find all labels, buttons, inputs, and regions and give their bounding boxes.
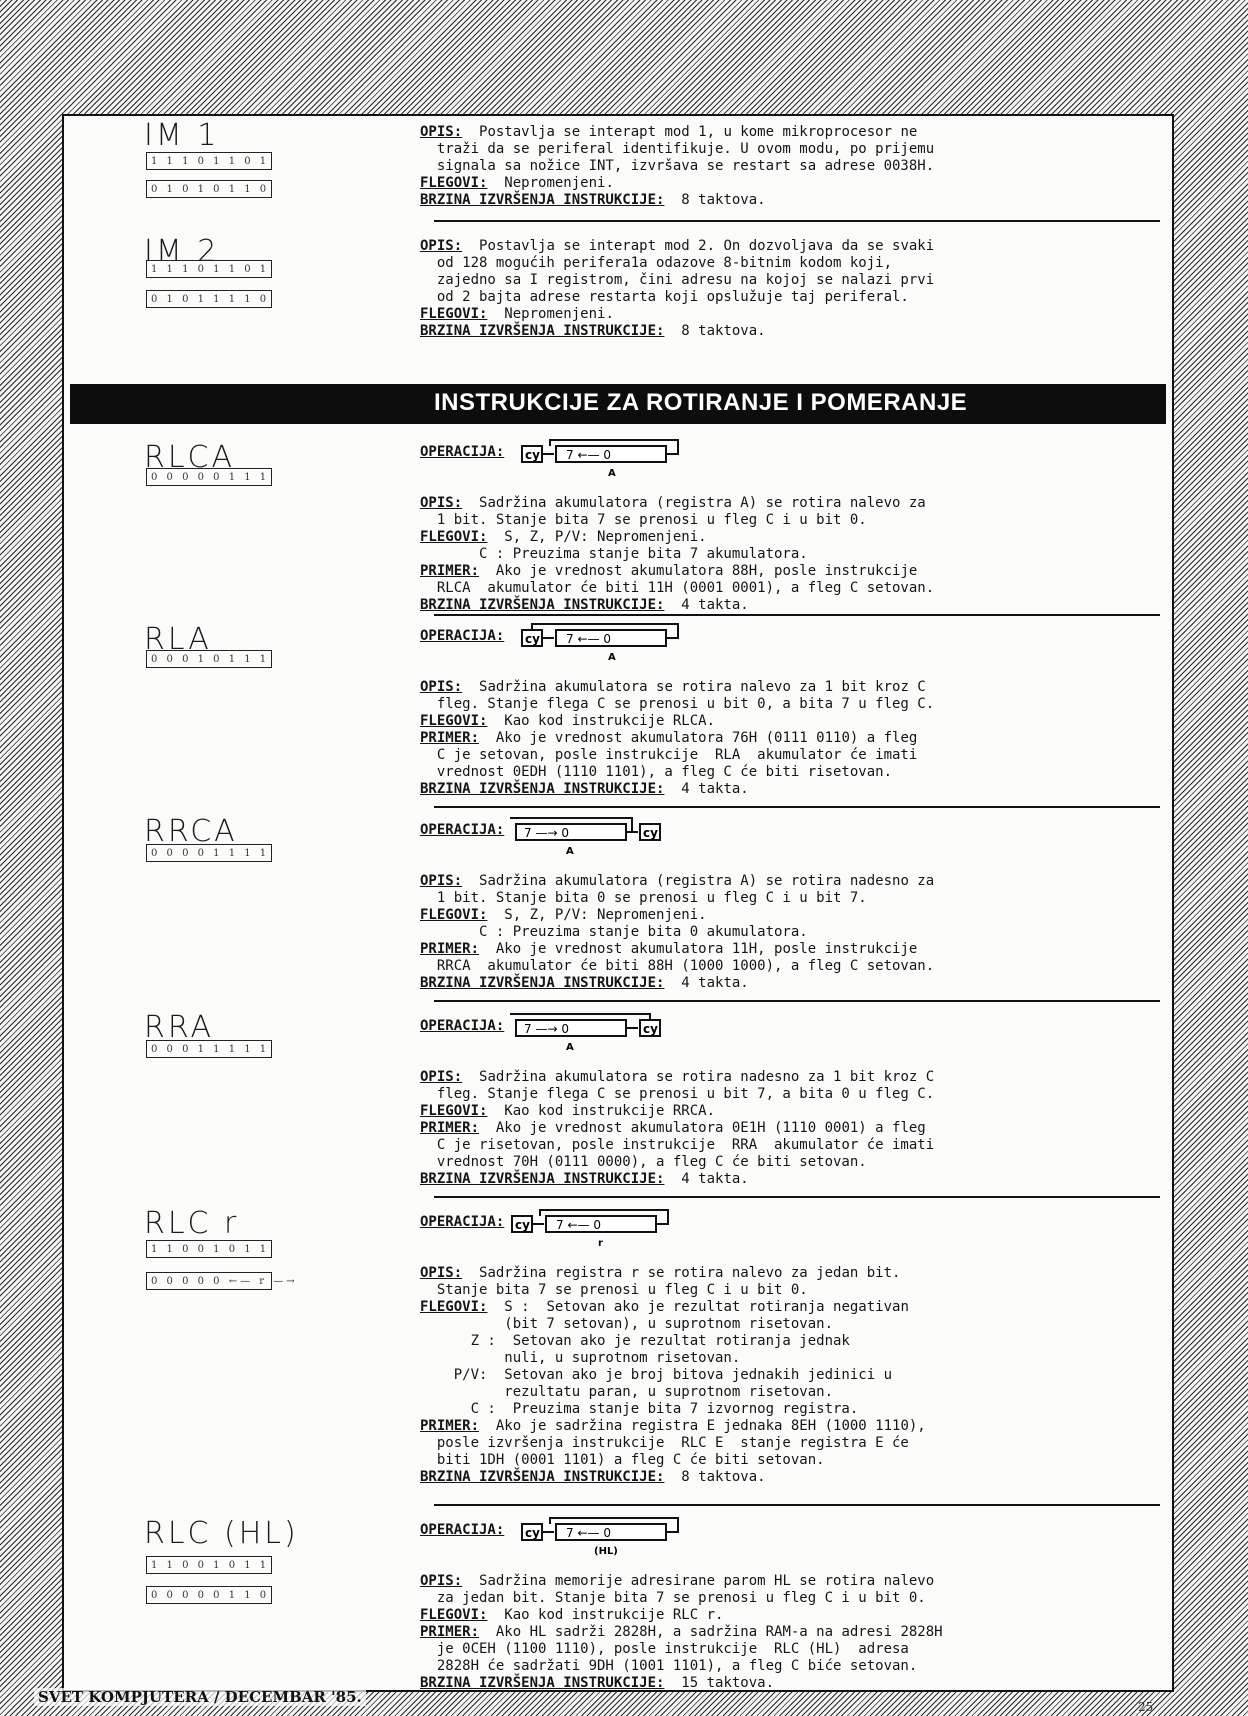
- mnemonic: RLC (HL): [144, 1516, 299, 1551]
- svg-text:cy: cy: [525, 1526, 540, 1540]
- svg-text:cy: cy: [643, 826, 658, 840]
- mnemonic: RRCA: [144, 814, 238, 849]
- section-title: INSTRUKCIJE ZA ROTIRANJE I POMERANJE: [434, 389, 968, 416]
- svg-text:7 ←— 0: 7 ←— 0: [556, 1218, 601, 1232]
- svg-text:7 —→ 0: 7 —→ 0: [524, 1022, 569, 1036]
- svg-text:A: A: [566, 846, 574, 857]
- svg-text:cy: cy: [525, 448, 540, 462]
- svg-text:r: r: [598, 1238, 603, 1249]
- divider: [434, 1196, 1160, 1198]
- description-block: OPERACIJA: OPIS: Sadržina memorije adresirane parom HL se rotira nalevo za jedan bit. Stanje bita 7 se prenosi u fleg C i u bit 0. FLEGOVI: Kao kod instrukcije RLC r. PRIMER: Ako HL sadrži 2828H, a sadržina RAM-a na adresi 2828H je 0CEH (1100 1110), posle instrukcije RLC (HL) adresa 2828H će sadržati 9DH (1001 1101), a fleg C biće setovan. BRZINA IZVRŠENJA INSTRUKCIJE: 15 taktova.: [420, 1522, 943, 1691]
- mnemonic: RLA: [144, 622, 212, 657]
- svg-text:7 ←— 0: 7 ←— 0: [566, 632, 611, 646]
- section-banner: [70, 384, 1166, 424]
- opcode-byte: 0 0 0 0 0 ←— r —→: [146, 1272, 272, 1290]
- opcode-byte: 0 0 0 1 1 1 1 1: [146, 1040, 272, 1058]
- rotate-right-through-carry-diagram: [514, 1010, 694, 1054]
- svg-text:cy: cy: [515, 1218, 530, 1232]
- description-block: OPERACIJA: OPIS: Sadržina akumulatora se rotira nadesno za 1 bit kroz C fleg. Stanje flega C se prenosi u bit 7, a bita 0 u fleg C. FLEGOVI: Kao kod instrukcije RRCA. PRIMER: Ako je vrednost akumulatora 0E1H (1110 0001) a fleg C je risetovan, posle instrukcije RRA akumulator će imati vrednost 70H (0111 0000), a fleg C će biti setovan. BRZINA IZVRŠENJA INSTRUKCIJE: 4 takta.: [420, 1018, 935, 1187]
- svg-text:cy: cy: [643, 1022, 658, 1036]
- description-block: OPIS: Postavlja se interapt mod 2. On dozvoljava da se svaki od 128 mogućih perifera1a odazove 8-bitnim kodom koji, zajedno sa I registrom, čini adresu na kojoj se nalazi prvi od 2 bajta adrese restarta koji opslužuje taj periferal. FLEGOVI: Nepromenjeni. BRZINA IZVRŠENJA INSTRUKCIJE: 8 taktova.: [420, 238, 935, 339]
- svg-text:A: A: [566, 1042, 574, 1053]
- divider: [434, 1504, 1160, 1506]
- opcode-byte: 1 1 0 0 1 0 1 1: [146, 1556, 272, 1574]
- svg-text:cy: cy: [525, 632, 540, 646]
- mnemonic: RLC r: [144, 1206, 240, 1241]
- divider: [434, 220, 1160, 222]
- rotate-left-through-carry-diagram: [520, 620, 700, 664]
- opcode-byte: 1 1 0 0 1 0 1 1: [146, 1240, 272, 1258]
- description-block: OPERACIJA: OPIS: Sadržina registra r se rotira nalevo za jedan bit. Stanje bita 7 se prenosi u fleg C i u bit 0. FLEGOVI: S : Setovan ako je rezultat rotiranja negativan (bit 7 setovan), u suprotnom risetovan. Z : Setovan ako je rezultat rotiranja jednak nuli, u suprotnom risetovan. P/V: Setovan ako je broj bitova jednakih jedinici u rezultatu paran, u suprotnom risetovan. C : Preuzima stanje bita 7 izvornog registra. PRIMER: Ako je sadržina registra E jednaka 8EH (1000 1110), posle izvršenja instrukcije RLC E stanje registra E će biti 1DH (0001 1101) a fleg C će biti setovan. BRZINA IZVRŠENJA INSTRUKCIJE: 8 taktova.: [420, 1214, 926, 1485]
- divider: [434, 614, 1160, 616]
- svg-text:7 —→ 0: 7 —→ 0: [524, 826, 569, 840]
- rotate-left-diagram: [520, 436, 700, 480]
- description-block: OPIS: Postavlja se interapt mod 1, u kome mikroprocesor ne traži da se periferal identifikuje. U ovom modu, po prijemu signala sa nožice INT, izvršava se restart sa adrese 0038H. FLEGOVI: Nepromenjeni. BRZINA IZVRŠENJA INSTRUKCIJE: 8 taktova.: [420, 124, 935, 208]
- opcode-byte: 0 0 0 0 0 1 1 0: [146, 1586, 272, 1604]
- rotate-right-diagram: [514, 814, 694, 858]
- divider: [434, 806, 1160, 808]
- rotate-left-memory-diagram: [520, 1514, 700, 1558]
- description-block: OPERACIJA: OPIS: Sadržina akumulatora (registra A) se rotira nalevo za 1 bit. Stanje bita 7 se prenosi u fleg C i u bit 0. FLEGOVI: S, Z, P/V: Nepromenjeni. C : Preuzima stanje bita 7 akumulatora. PRIMER: Ako je vrednost akumulatora 88H, posle instrukcije RLCA akumulator će biti 11H (0001 0001), a fleg C setovan. BRZINA IZVRŠENJA INSTRUKCIJE: 4 takta.: [420, 444, 935, 613]
- mnemonic: IM 1: [144, 118, 220, 153]
- opcode-byte: 0 0 0 0 0 1 1 1: [146, 468, 272, 486]
- opcode-byte: 1 1 1 0 1 1 0 1: [146, 152, 272, 170]
- svg-text:7 ←— 0: 7 ←— 0: [566, 1526, 611, 1540]
- description-block: OPERACIJA: OPIS: Sadržina akumulatora se rotira nalevo za 1 bit kroz C fleg. Stanje flega C se prenosi u bit 0, a bita 7 u fleg C. FLEGOVI: Kao kod instrukcije RLCA. PRIMER: Ako je vrednost akumulatora 76H (0111 0110) a fleg C je setovan, posle instrukcije RLA akumulator će imati vrednost 0EDH (1110 1101), a fleg C će biti risetovan. BRZINA IZVRŠENJA INSTRUKCIJE: 4 takta.: [420, 628, 935, 797]
- opcode-byte: 0 0 0 0 1 1 1 1: [146, 844, 272, 862]
- divider: [434, 1000, 1160, 1002]
- svg-text:7 ←— 0: 7 ←— 0: [566, 448, 611, 462]
- opcode-byte: 0 1 0 1 1 1 1 0: [146, 290, 272, 308]
- page-number: 25: [1138, 1700, 1154, 1714]
- mnemonic: RRA: [144, 1010, 214, 1045]
- svg-text:A: A: [608, 468, 616, 479]
- magazine-footer: SVET KOMPJUTERA / DECEMBAR '85.: [34, 1688, 366, 1706]
- svg-text:(HL): (HL): [594, 1546, 618, 1557]
- opcode-byte: 0 0 0 1 0 1 1 1: [146, 650, 272, 668]
- mnemonic: RLCA: [144, 440, 236, 475]
- opcode-byte: 0 1 0 1 0 1 1 0: [146, 180, 272, 198]
- description-block: OPERACIJA: OPIS: Sadržina akumulatora (registra A) se rotira nadesno za 1 bit. Stanje bita 0 se prenosi u fleg C i u bit 7. FLEGOVI: S, Z, P/V: Nepromenjeni. C : Preuzima stanje bita 0 akumulatora. PRIMER: Ako je vrednost akumulatora 11H, posle instrukcije RRCA akumulator će biti 88H (1000 1000), a fleg C setovan. BRZINA IZVRŠENJA INSTRUKCIJE: 4 takta.: [420, 822, 935, 991]
- rotate-left-register-diagram: [510, 1206, 690, 1250]
- svg-text:A: A: [608, 652, 616, 663]
- document-page: [62, 114, 1174, 1692]
- mnemonic: IM 2: [144, 234, 220, 269]
- opcode-byte: 1 1 1 0 1 1 0 1: [146, 260, 272, 278]
